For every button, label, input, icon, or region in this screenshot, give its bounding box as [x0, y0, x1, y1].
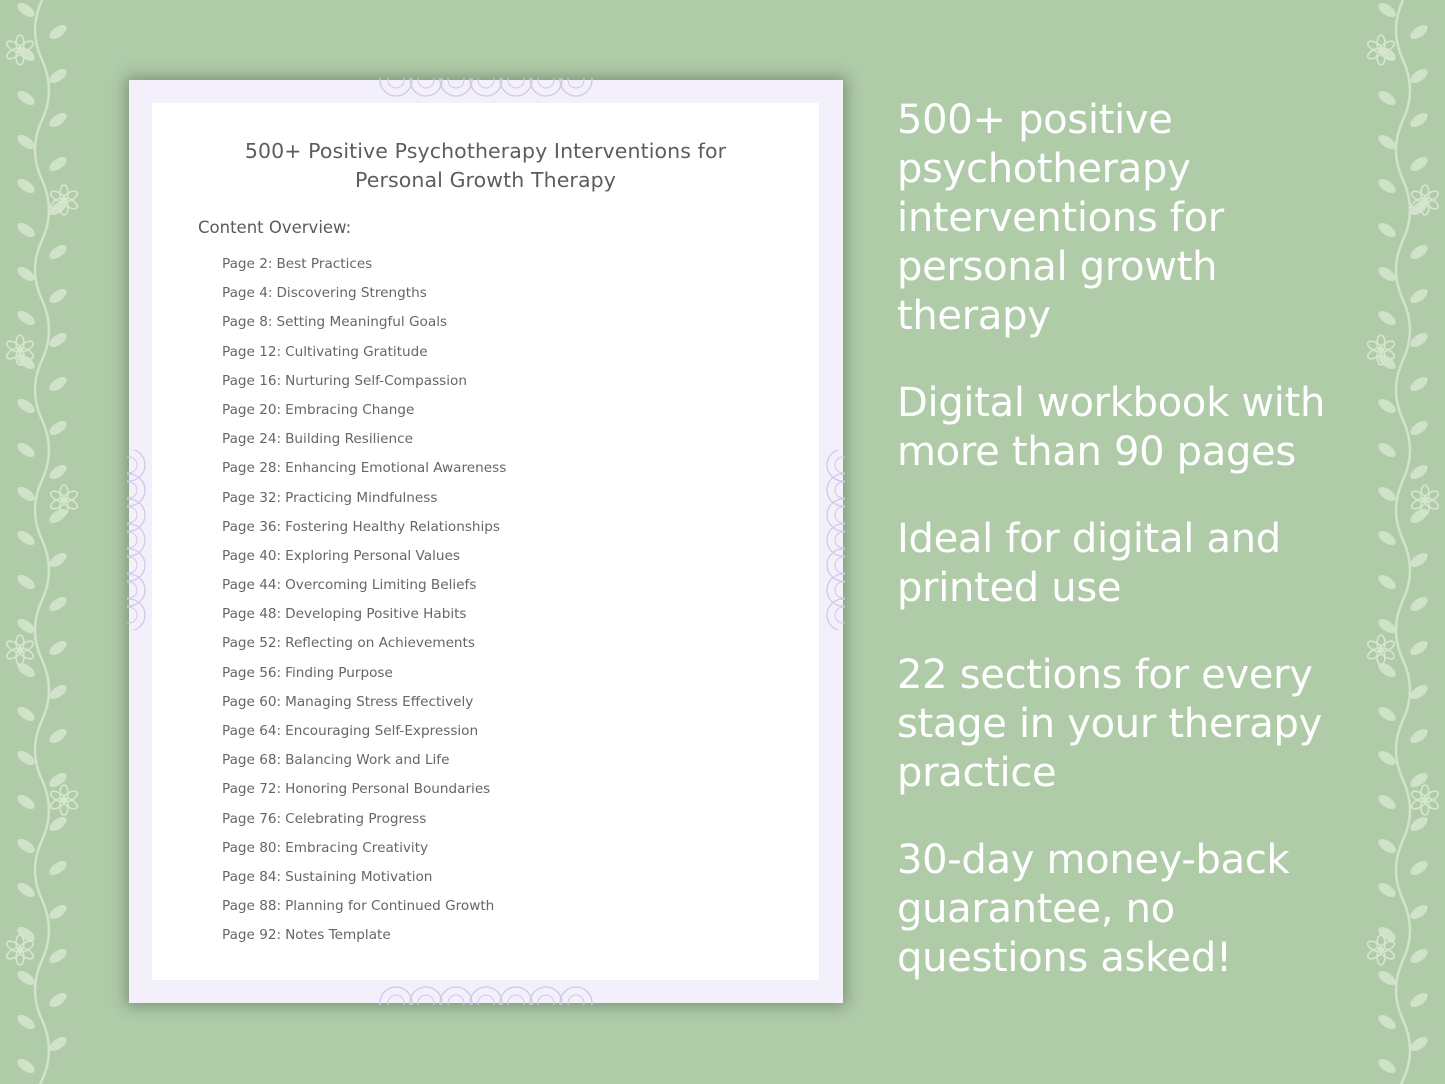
- toc-item: [222, 518, 506, 547]
- toc-section-title: Cultivating Gratitude: [285, 343, 428, 360]
- toc-page-number: Page 4:: [222, 285, 273, 302]
- mandala-top-icon: [376, 78, 596, 104]
- toc-section-title: Planning for Continued Growth: [285, 898, 495, 915]
- feature-callout: [897, 96, 1417, 341]
- toc-page-number: Page 92:: [222, 927, 282, 944]
- feature-callout: [897, 515, 1417, 613]
- feature-line: 30-day money-back: [897, 837, 1290, 883]
- toc-item: [222, 313, 506, 342]
- toc-item: [222, 605, 506, 634]
- toc-section-title: Best Practices: [276, 256, 373, 272]
- toc-page-number: Page 56:: [222, 664, 282, 681]
- feature-line: Digital workbook with: [897, 380, 1326, 426]
- feature-callout: [897, 651, 1417, 798]
- worksheet-page-preview: [129, 80, 843, 1003]
- toc-section-title: Overcoming Limiting Beliefs: [285, 577, 477, 594]
- feature-line: 500+ positive: [897, 97, 1173, 143]
- toc-page-number: Page 68:: [222, 752, 282, 769]
- toc-section-title: Celebrating Progress: [285, 810, 427, 827]
- toc-item: [222, 926, 506, 955]
- toc-item: [222, 430, 506, 459]
- toc-item: [222, 372, 506, 401]
- toc-item: [222, 664, 506, 693]
- worksheet-content-area: [152, 103, 819, 980]
- toc-page-number: Page 28:: [222, 460, 282, 477]
- toc-section-title: Building Resilience: [285, 431, 414, 448]
- toc-item: [222, 284, 506, 313]
- feature-callout: [897, 836, 1417, 983]
- feature-list: [897, 96, 1417, 1021]
- toc-page-number: Page 72:: [222, 781, 282, 798]
- worksheet-title-line-2: Personal Growth Therapy: [355, 168, 616, 192]
- toc-page-number: Page 12:: [222, 343, 282, 360]
- feature-line: practice: [897, 750, 1057, 796]
- toc-page-number: Page 52:: [222, 635, 282, 652]
- toc-section-title: Finding Purpose: [285, 664, 393, 681]
- toc-item: [222, 547, 506, 576]
- toc-item: [222, 693, 506, 722]
- toc-section-title: Honoring Personal Boundaries: [285, 781, 491, 798]
- feature-line: questions asked!: [897, 935, 1232, 981]
- toc-section-title: Managing Stress Effectively: [285, 693, 474, 710]
- worksheet-title: [172, 137, 799, 195]
- toc-item: [222, 576, 506, 605]
- toc-page-number: Page 88:: [222, 898, 282, 915]
- toc-page-number: Page 36:: [222, 518, 282, 535]
- toc-section-title: Notes Template: [285, 927, 391, 944]
- toc-section-title: Enhancing Emotional Awareness: [285, 460, 507, 477]
- content-overview-heading: Content Overview:: [198, 218, 352, 237]
- toc-item: [222, 780, 506, 809]
- toc-section-title: Nurturing Self-Compassion: [285, 372, 467, 389]
- toc-section-title: Reflecting on Achievements: [285, 635, 475, 652]
- mandala-right-icon: [819, 450, 845, 630]
- feature-callout: [897, 379, 1417, 477]
- feature-line: guarantee, no: [897, 886, 1175, 932]
- toc-section-title: Embracing Creativity: [285, 839, 429, 856]
- feature-line: 22 sections for every: [897, 652, 1313, 698]
- toc-item: [222, 459, 506, 488]
- toc-page-number: Page 16:: [222, 372, 282, 389]
- feature-line: printed use: [897, 565, 1122, 611]
- toc-item: [222, 868, 506, 897]
- toc-section-title: Sustaining Motivation: [285, 868, 433, 885]
- toc-page-number: Page 40:: [222, 547, 282, 564]
- toc-section-title: Balancing Work and Life: [285, 752, 450, 769]
- toc-page-number: Page 8:: [222, 314, 273, 331]
- toc-section-title: Exploring Personal Values: [285, 547, 460, 564]
- toc-item: [222, 255, 506, 284]
- toc-page-number: Page 2:: [222, 256, 273, 272]
- mandala-left-icon: [127, 450, 153, 630]
- toc-page-number: Page 76:: [222, 810, 282, 827]
- toc-section-title: Practicing Mindfulness: [285, 489, 438, 506]
- feature-line: Ideal for digital and: [897, 516, 1281, 562]
- toc-page-number: Page 80:: [222, 839, 282, 856]
- toc-item: [222, 751, 506, 780]
- toc-page-number: Page 84:: [222, 868, 282, 885]
- toc-page-number: Page 64:: [222, 723, 282, 739]
- toc-page-number: Page 32:: [222, 489, 282, 506]
- feature-line: psychotherapy: [897, 146, 1191, 192]
- toc-section-title: Encouraging Self-Expression: [285, 723, 479, 739]
- feature-line: interventions for: [897, 195, 1224, 241]
- toc-section-title: Fostering Healthy Relationships: [285, 518, 501, 535]
- toc-item: [222, 897, 506, 926]
- toc-page-number: Page 24:: [222, 431, 282, 448]
- toc-item: [222, 722, 506, 751]
- toc-item: [222, 810, 506, 839]
- toc-section-title: Setting Meaningful Goals: [276, 314, 448, 331]
- feature-line: personal growth: [897, 244, 1218, 290]
- feature-line: stage in your therapy: [897, 701, 1322, 747]
- feature-line: more than 90 pages: [897, 429, 1296, 475]
- floral-vine-left-icon: [0, 0, 90, 1084]
- mandala-bottom-icon: [376, 979, 596, 1005]
- toc-page-number: Page 60:: [222, 693, 282, 710]
- toc-page-number: Page 48:: [222, 606, 282, 623]
- toc-item: [222, 839, 506, 868]
- feature-line: therapy: [897, 293, 1051, 339]
- toc-page-number: Page 44:: [222, 577, 282, 594]
- toc-page-number: Page 20:: [222, 401, 282, 418]
- worksheet-title-line-1: 500+ Positive Psychotherapy Interventions for: [244, 139, 727, 163]
- toc-item: [222, 489, 506, 518]
- toc-section-title: Developing Positive Habits: [285, 606, 467, 623]
- table-of-contents: [222, 255, 506, 956]
- toc-section-title: Embracing Change: [285, 401, 415, 418]
- toc-section-title: Discovering Strengths: [276, 285, 427, 302]
- toc-item: [222, 634, 506, 663]
- toc-item: [222, 343, 506, 372]
- toc-item: [222, 401, 506, 430]
